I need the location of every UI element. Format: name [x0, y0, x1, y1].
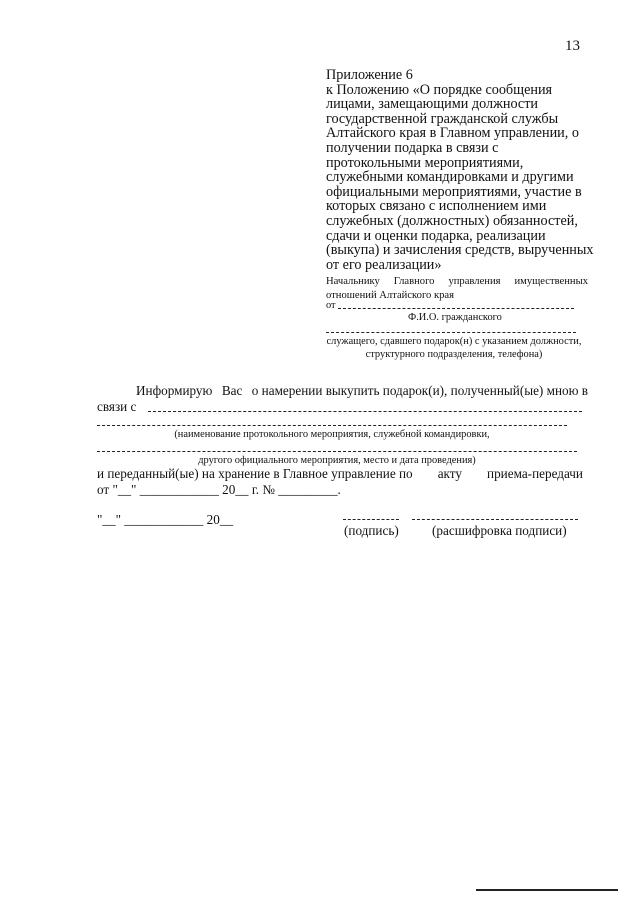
inform-word: о намерении выкупить подарок(и), полученный(ые) мною в [251, 383, 588, 398]
signature-date: "__" ____________ 20__ [97, 512, 234, 527]
from-fill-line[interactable] [338, 308, 574, 309]
transfer-line [97, 466, 583, 482]
footer-rule [476, 889, 618, 891]
appendix-line: которых связано с исполнением ими [326, 198, 547, 215]
event-fill-line-1[interactable] [148, 411, 582, 412]
addressee-word: управления [448, 276, 501, 287]
event-fill-line-3[interactable] [97, 451, 577, 452]
servant-fill-line[interactable] [326, 332, 576, 333]
appendix-line: к Положению «О порядке сообщения [326, 81, 553, 98]
addressee-word: Главного [393, 276, 435, 287]
appendix-line: государственной гражданской службы [326, 110, 559, 127]
appendix-line: лицами, замещающими должности [326, 96, 538, 113]
appendix-line: официальными мероприятиями, участие в [326, 183, 582, 200]
servant-caption-2: структурного подразделения, телефона) [365, 349, 543, 360]
appendix-line: служебных (должностных) обязанностей, [326, 212, 578, 229]
signature-fill-line[interactable] [343, 519, 399, 520]
inform-word: Вас [221, 383, 243, 398]
fio-caption: Ф.И.О. гражданского [408, 312, 502, 323]
addressee-line-1 [326, 275, 588, 289]
appendix-line: сдачи и оценки подарка, реализации [326, 227, 546, 244]
transfer-word: приема-передачи [487, 466, 583, 481]
appendix-line: Приложение 6 [326, 67, 413, 83]
addressee-word: Начальнику [326, 276, 380, 287]
other-event-caption: другого официального мероприятия, место и дата проведения) [198, 455, 476, 466]
from-label: от [326, 300, 336, 311]
appendix-header [326, 67, 594, 273]
inform-line [136, 383, 588, 399]
appendix-line: от его реализации» [326, 256, 442, 273]
addressee-word: имущественных [514, 276, 588, 287]
appendix-line: Алтайского края в Главном управлении, о [326, 125, 579, 142]
appendix-line: получении подарка в связи с [326, 139, 499, 156]
event-fill-line-2[interactable] [97, 425, 567, 426]
transfer-word: и переданный(ые) на хранение в Главное управление по [97, 466, 413, 481]
appendix-line: (выкупа) и зачисления средств, вырученных [326, 242, 594, 259]
event-caption: (наименование протокольного мероприятия, служебной командировки, [174, 429, 490, 440]
appendix-line: служебными командировками и другими [326, 169, 574, 186]
in-connection-label: связи с [97, 399, 137, 414]
servant-caption-1: служащего, сдавшего подарок(н) с указанием должности, [326, 336, 582, 347]
transfer-word: акту [437, 466, 462, 481]
inform-word: Информирую [136, 383, 213, 398]
decoding-caption: (расшифровка подписи) [432, 523, 567, 538]
act-date: от "__" ____________ 20__ г. № _________. [97, 482, 341, 497]
addressee-line-2: отношений Алтайского края [326, 289, 454, 301]
appendix-line: протокольными мероприятиями, [326, 154, 524, 171]
addressee-block [326, 275, 588, 302]
decoding-fill-line[interactable] [412, 519, 578, 520]
page-number: 13 [565, 38, 580, 54]
signature-caption: (подпись) [344, 523, 399, 538]
